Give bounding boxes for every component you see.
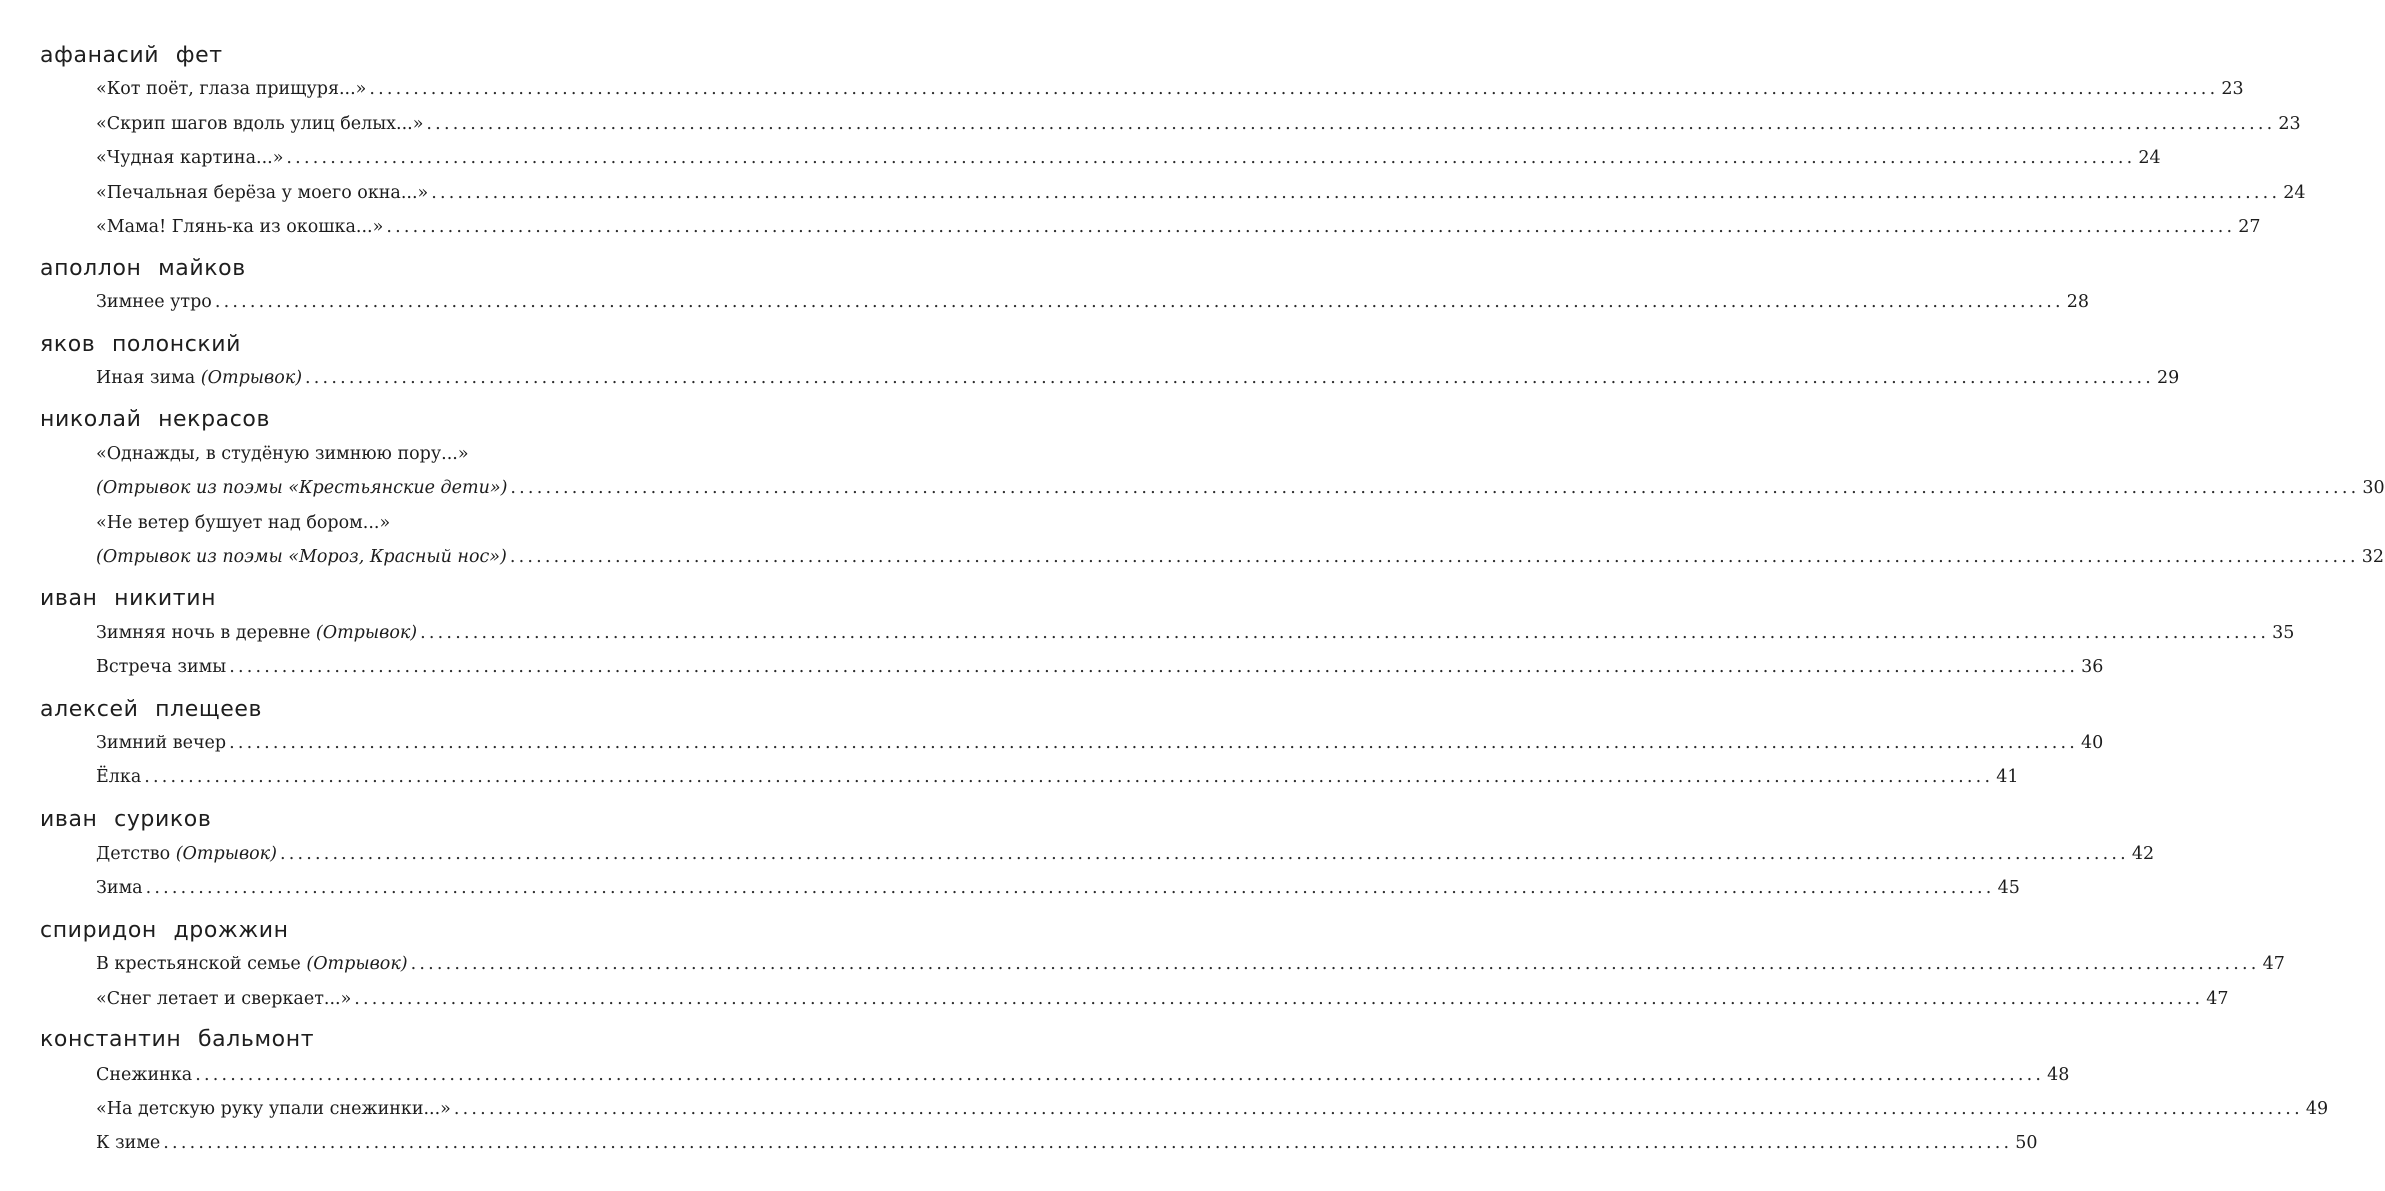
poem-title: Ёлка [96,767,142,787]
toc-entry[interactable] [96,1096,2329,1122]
poem-title: «Не ветер бушует над бором...» [96,513,391,533]
dot-leader: ................................................................................................................................................................................................................... [420,623,2270,643]
poem-note: (Отрывок) [175,844,277,864]
page-number: 36 [2081,657,2104,677]
toc-entry[interactable] [96,76,2244,102]
poem-title: «Печальная берёза у моего окна...» [96,183,429,203]
author-heading: алексей плещеев [40,697,263,722]
dot-leader: ................................................................................................................................................................................................................... [279,844,2129,864]
toc-entry[interactable] [96,1062,2070,1088]
poem-title: Зимняя ночь в деревне (Отрывок) [96,623,418,643]
page-number: 49 [2305,1099,2329,1119]
toc-entry[interactable] [96,841,2155,867]
page-number: 45 [1997,878,2020,898]
dot-leader: ................................................................................................................................................................................................................... [426,114,2276,134]
poem-title: «Снег летает и сверкает...» [96,989,352,1009]
page-number: 23 [2221,79,2244,99]
poem-title: «Однажды, в студёную зимнюю пору...» [96,444,469,464]
dot-leader: ................................................................................................................................................................................................................... [305,368,2154,388]
poem-note: (Отрывок из поэмы «Мороз, Красный нос») [96,547,507,567]
toc-entry[interactable] [96,730,2104,756]
poem-title: «На детскую руку упали снежинки...» [96,1099,451,1119]
toc-entry[interactable] [96,145,2161,171]
poem-title: Зимнее утро [96,292,212,312]
dot-leader: ................................................................................................................................................................................................................... [286,148,2136,168]
poem-title: В крестьянской семье (Отрывок) [96,954,408,974]
poem-note: (Отрывок) [306,954,408,974]
poem-title: «Чудная картина...» [96,148,284,168]
page-number: 47 [2206,989,2229,1009]
page-number: 35 [2272,623,2295,643]
dot-leader: ................................................................................................................................................................................................................... [410,954,2260,974]
toc-entry[interactable] [96,111,2301,137]
author-heading: иван никитин [40,586,217,611]
toc-entry-first-line[interactable] [96,441,788,467]
dot-leader: ................................................................................................................................................................................................................... [431,183,2281,203]
toc-entry-first-line[interactable] [96,510,788,536]
page-number: 40 [2081,733,2104,753]
poem-title: Зима [96,878,143,898]
poem-title: Снежинка [96,1065,193,1085]
poem-note: (Отрывок) [200,368,303,388]
author-heading: аполлон майков [40,256,246,281]
page-number: 28 [2066,292,2090,312]
page-number: 23 [2278,114,2301,134]
dot-leader: ................................................................................................................................................................................................................... [453,1099,2303,1119]
dot-leader: ................................................................................................................................................................................................................... [214,292,2064,312]
page-number: 41 [1996,767,2019,787]
author-heading: яков полонский [40,332,242,357]
poem-title: Детство (Отрывок) [96,844,277,864]
dot-leader: ................................................................................................................................................................................................................... [509,547,2359,567]
dot-leader: ................................................................................................................................................................................................................... [195,1065,2045,1085]
page-number: 24 [2138,148,2161,168]
poem-title: «Кот поёт, глаза прищуря...» [96,79,367,99]
toc-entry[interactable] [96,986,2229,1012]
poem-title: Встреча зимы [96,657,227,677]
page-number: 32 [2361,547,2385,567]
page-number: 48 [2047,1065,2070,1085]
author-heading: константин бальмонт [40,1027,315,1052]
toc-entry[interactable] [96,620,2295,646]
toc-entry[interactable] [96,1130,2038,1156]
poem-note: (Отрывок из поэмы «Крестьянские дети») [96,478,508,498]
toc-entry[interactable] [96,475,2385,501]
dot-leader: ................................................................................................................................................................................................................... [229,733,2079,753]
poem-title: «Мама! Глянь-ка из окошка...» [96,217,384,237]
dot-leader: ................................................................................................................................................................................................................... [229,657,2079,677]
dot-leader: ................................................................................................................................................................................................................... [163,1133,2013,1153]
page-number: 42 [2131,844,2155,864]
poem-title: «Скрип шагов вдоль улиц белых...» [96,114,424,134]
dot-leader: ................................................................................................................................................................................................................... [144,767,1994,787]
author-heading: николай некрасов [40,407,271,432]
toc-entry[interactable] [96,875,2020,901]
toc-entry[interactable] [96,365,2180,391]
dot-leader: ................................................................................................................................................................................................................... [369,79,2219,99]
page-number: 47 [2262,954,2285,974]
poem-note: (Отрывок) [315,623,418,643]
toc-entry[interactable] [96,289,2090,315]
toc-entry[interactable] [96,544,2385,570]
poem-title: Зимний вечер [96,733,227,753]
author-heading: афанасий фет [40,43,223,68]
dot-leader: ................................................................................................................................................................................................................... [354,989,2204,1009]
toc-entry[interactable] [96,180,2306,206]
toc-entry[interactable] [96,654,2104,680]
page-number: 29 [2156,368,2180,388]
toc-entry[interactable] [96,764,2019,790]
page-number: 50 [2015,1133,2038,1153]
page-number: 24 [2283,183,2306,203]
author-heading: иван суриков [40,807,212,832]
page-number: 27 [2238,217,2261,237]
toc-entry[interactable] [96,214,2261,240]
toc-entry[interactable] [96,951,2285,977]
dot-leader: ................................................................................................................................................................................................................... [510,478,2360,498]
poem-title: К зиме [96,1133,161,1153]
poem-title: Иная зима (Отрывок) [96,368,303,388]
dot-leader: ................................................................................................................................................................................................................... [145,878,1995,898]
author-heading: спиридон дрожжин [40,918,289,943]
page-number: 30 [2362,478,2385,498]
dot-leader: ................................................................................................................................................................................................................... [386,217,2236,237]
